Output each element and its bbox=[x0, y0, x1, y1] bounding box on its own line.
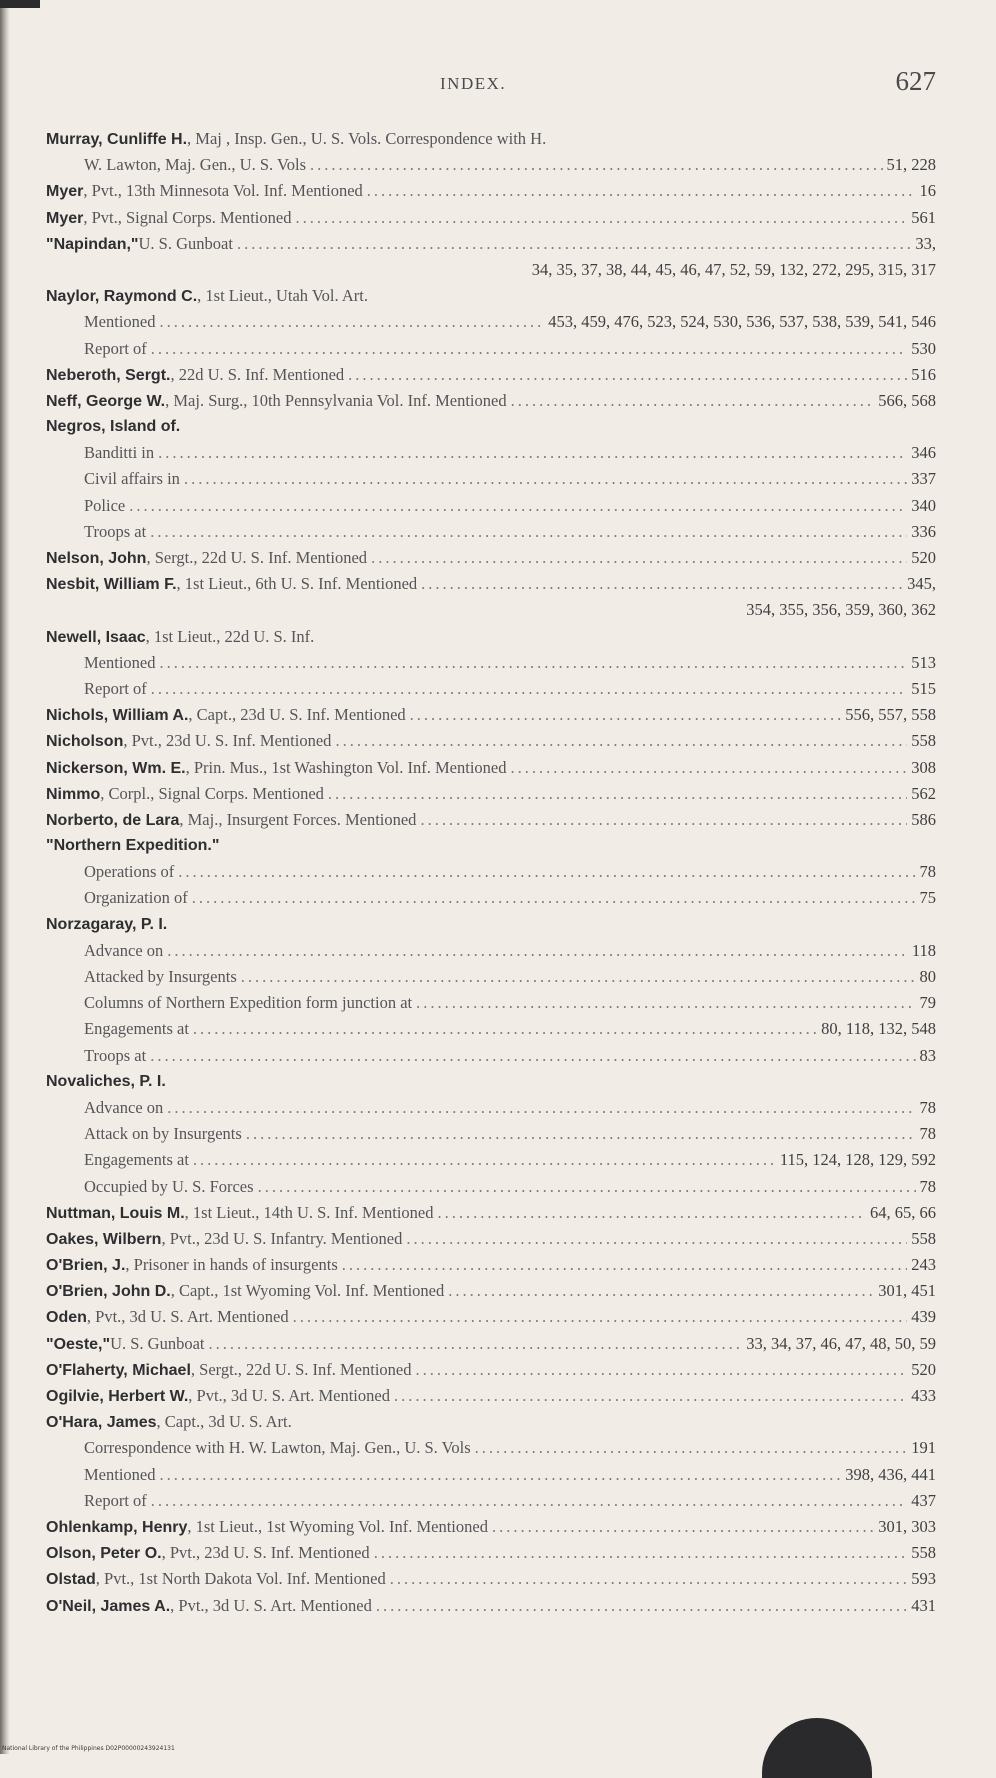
page-references: 431 bbox=[911, 1595, 936, 1615]
entry-description: , Pvt., 1st North Dakota Vol. Inf. Mentioned bbox=[95, 1569, 386, 1589]
page-references: 520 bbox=[911, 548, 936, 567]
dot-leader bbox=[335, 728, 907, 754]
entry-description: , Prin. Mus., 1st Washington Vol. Inf. Mentioned bbox=[185, 757, 507, 777]
page-references: 345, bbox=[907, 574, 936, 594]
dot-leader bbox=[511, 388, 875, 414]
dot-leader bbox=[492, 1514, 874, 1540]
page-references: 34, 35, 37, 38, 44, 45, 46, 47, 52, 59, 132, 272, 295, 315, 317 bbox=[531, 259, 936, 279]
subentry-text: Troops at bbox=[84, 521, 147, 541]
entry-name: Murray, Cunliffe H. bbox=[46, 131, 188, 148]
page-references: 191 bbox=[911, 1438, 936, 1458]
entry-name: Nicholson bbox=[46, 733, 124, 751]
scan-corner-mark bbox=[0, 0, 40, 8]
index-entry bbox=[46, 807, 936, 833]
dot-leader bbox=[158, 440, 907, 466]
index-subentry bbox=[46, 1435, 936, 1461]
index-entry bbox=[46, 126, 936, 152]
index-entry bbox=[46, 231, 936, 257]
entry-description: , Capt., 1st Wyoming Vol. Inf. Mentioned bbox=[170, 1281, 445, 1301]
dot-leader bbox=[241, 964, 916, 990]
index-entry bbox=[46, 624, 936, 650]
index-subentry bbox=[46, 964, 936, 990]
index-continuation bbox=[46, 257, 936, 283]
index-entry bbox=[46, 702, 936, 728]
index-subentry bbox=[46, 676, 936, 702]
index-entry bbox=[46, 414, 936, 440]
entry-name: Myer bbox=[46, 209, 84, 227]
entry-name: "Napindan," bbox=[46, 235, 139, 253]
dot-leader bbox=[348, 362, 907, 388]
page-number: 627 bbox=[895, 66, 936, 96]
page-references: 75 bbox=[919, 888, 936, 908]
entry-name: "Northern Expedition." bbox=[46, 837, 220, 855]
subentry-text: Civil affairs in bbox=[84, 469, 180, 489]
dot-leader bbox=[150, 519, 907, 545]
dot-leader bbox=[511, 755, 908, 781]
dot-leader bbox=[367, 178, 916, 204]
dot-leader bbox=[246, 1121, 916, 1147]
index-subentry bbox=[46, 859, 936, 885]
dot-leader bbox=[151, 1488, 907, 1514]
dot-leader bbox=[160, 1462, 842, 1488]
subentry-text: Banditti in bbox=[84, 443, 155, 463]
page-references: 586 bbox=[911, 809, 936, 829]
dot-leader bbox=[438, 1200, 866, 1226]
subentry-text: Operations of bbox=[84, 862, 175, 882]
dot-leader bbox=[151, 336, 907, 362]
page-references: 433 bbox=[911, 1386, 936, 1405]
dot-leader bbox=[420, 807, 907, 833]
subentry-text: Mentioned bbox=[84, 652, 156, 672]
subentry-text: Occupied by U. S. Forces bbox=[84, 1176, 254, 1196]
subentry-text: Engagements at bbox=[84, 1150, 189, 1170]
page-references: 516 bbox=[911, 364, 936, 384]
index-subentry bbox=[46, 650, 936, 676]
subentry-text: Advance on bbox=[84, 1097, 164, 1117]
dot-leader bbox=[167, 938, 908, 964]
page-references: 346 bbox=[911, 443, 936, 463]
subentry-text: Correspondence with H. W. Lawton, Maj. Gen., U. S. Vols bbox=[84, 1438, 471, 1458]
entry-name: O'Neil, James A. bbox=[46, 1597, 171, 1615]
dot-leader bbox=[416, 1357, 908, 1383]
dot-leader bbox=[374, 1540, 908, 1566]
index-entry bbox=[46, 1252, 936, 1278]
index-entry bbox=[46, 728, 936, 754]
index-subentry bbox=[46, 1043, 936, 1069]
entry-description: U. S. Gunboat bbox=[110, 1333, 205, 1353]
index-entry bbox=[46, 1226, 936, 1252]
index-subentry bbox=[46, 336, 936, 362]
subentry-text: Advance on bbox=[84, 940, 164, 960]
index-entry bbox=[46, 1383, 936, 1409]
index-subentry bbox=[46, 519, 936, 545]
subentry-text: Report of bbox=[84, 338, 147, 358]
index-subentry bbox=[46, 885, 936, 911]
continuation-text: W. Lawton, Maj. Gen., U. S. Vols bbox=[84, 155, 306, 175]
entry-description: , 1st Lieut., 14th U. S. Inf. Mentioned bbox=[184, 1202, 434, 1222]
page-references: 530 bbox=[911, 338, 936, 358]
page-references: 78 bbox=[919, 1097, 936, 1117]
dot-leader bbox=[376, 1593, 907, 1619]
index-entry bbox=[46, 1357, 936, 1383]
entry-name: Norzagaray, P. I. bbox=[46, 915, 168, 933]
subentry-text: Police bbox=[84, 495, 126, 515]
entry-name: Neberoth, Sergt. bbox=[46, 366, 171, 384]
page-references: 79 bbox=[919, 993, 936, 1013]
index-entry bbox=[46, 545, 936, 571]
entry-name: Olstad bbox=[46, 1571, 96, 1589]
page-references: 33, bbox=[915, 233, 936, 253]
entry-name: O'Brien, J. bbox=[46, 1257, 126, 1275]
index-entry bbox=[46, 1593, 936, 1619]
dot-leader bbox=[371, 545, 907, 571]
dot-leader bbox=[416, 990, 915, 1016]
page-references: 439 bbox=[911, 1307, 936, 1327]
entry-description: , 1st Lieut., 6th U. S. Inf. Mentioned bbox=[176, 574, 418, 594]
page-references: 558 bbox=[911, 731, 936, 751]
index-entry bbox=[46, 755, 936, 781]
entry-description: , Capt., 3d U. S. Art. bbox=[156, 1412, 292, 1432]
page-edge-shadow bbox=[0, 0, 10, 1754]
footer-credit: National Library of the Philippines D02P00000243924131 bbox=[2, 1745, 175, 1752]
dot-leader bbox=[293, 1304, 908, 1330]
dot-leader bbox=[295, 205, 907, 231]
page-references: 561 bbox=[911, 207, 936, 227]
index-entry bbox=[46, 1278, 936, 1304]
entry-name: Nuttman, Louis M. bbox=[46, 1204, 185, 1222]
index-subentry bbox=[46, 309, 936, 335]
entry-name: Myer bbox=[46, 183, 84, 201]
entry-name: Newell, Isaac bbox=[46, 628, 146, 646]
page-references: 33, 34, 37, 46, 47, 48, 50, 59 bbox=[746, 1333, 936, 1353]
index-entry bbox=[46, 781, 936, 807]
page-references: 78 bbox=[919, 1124, 936, 1144]
subentry-text: Report of bbox=[84, 678, 147, 698]
index-entry bbox=[46, 1514, 936, 1540]
entry-name: Oakes, Wilbern bbox=[46, 1230, 162, 1248]
entry-description: , Corpl., Signal Corps. Mentioned bbox=[100, 783, 324, 803]
index-entry bbox=[46, 205, 936, 231]
index-subentry bbox=[46, 1462, 936, 1488]
index-continuation bbox=[46, 152, 936, 178]
page-references: 78 bbox=[919, 1176, 936, 1196]
entry-name: Olson, Peter O. bbox=[46, 1545, 162, 1563]
entry-name: "Oeste," bbox=[46, 1335, 111, 1353]
dot-leader bbox=[209, 1331, 743, 1357]
page-references: 243 bbox=[911, 1255, 936, 1275]
index-subentry bbox=[46, 1095, 936, 1121]
index-entry bbox=[46, 1540, 936, 1566]
index-continuation bbox=[46, 597, 936, 623]
dot-leader bbox=[151, 676, 907, 702]
entry-description: , Pvt., 23d U. S. Inf. Mentioned bbox=[123, 731, 332, 751]
entry-description: , Prisoner in hands of insurgents bbox=[125, 1255, 338, 1275]
page-references: 83 bbox=[919, 1045, 936, 1065]
page-references: 520 bbox=[911, 1359, 936, 1379]
page-references: 558 bbox=[911, 1543, 936, 1563]
page-references: 78 bbox=[919, 862, 936, 882]
index-entry bbox=[46, 1069, 936, 1095]
page-references: 308 bbox=[911, 757, 936, 777]
entry-name: Nimmo bbox=[46, 785, 101, 803]
page-references: 398, 436, 441 bbox=[845, 1464, 936, 1484]
entry-name: Nelson, John bbox=[46, 550, 147, 567]
page-references: 80, 118, 132, 548 bbox=[821, 1019, 936, 1039]
subentry-text: Columns of Northern Expedition form junction at bbox=[84, 993, 413, 1013]
page-references: 558 bbox=[911, 1228, 936, 1248]
index-entry bbox=[46, 912, 936, 938]
entry-description: , Pvt., 13th Minnesota Vol. Inf. Mentioned bbox=[83, 181, 363, 201]
dot-leader bbox=[160, 650, 908, 676]
page-references: 593 bbox=[911, 1569, 936, 1589]
entry-description: , Maj., Insurgent Forces. Mentioned bbox=[179, 809, 417, 829]
dot-leader bbox=[167, 1095, 915, 1121]
dot-leader bbox=[160, 309, 545, 335]
entry-name: O'Flaherty, Michael bbox=[46, 1361, 191, 1379]
page-references: 51, 228 bbox=[886, 155, 936, 175]
page-references: 515 bbox=[911, 678, 936, 698]
page-references: 80 bbox=[919, 967, 936, 986]
entry-description: , Pvt., 23d U. S. Inf. Mentioned bbox=[161, 1543, 370, 1563]
index-entry bbox=[46, 1200, 936, 1226]
index-entry bbox=[46, 1304, 936, 1330]
scan-thumb-shadow bbox=[762, 1718, 872, 1778]
subentry-text: Attack on by Insurgents bbox=[84, 1124, 242, 1144]
index-subentry bbox=[46, 493, 936, 519]
subentry-text: Report of bbox=[84, 1490, 147, 1510]
dot-leader bbox=[192, 885, 916, 911]
header-title: INDEX. bbox=[440, 74, 507, 93]
index-subentry bbox=[46, 440, 936, 466]
dot-leader bbox=[342, 1252, 908, 1278]
entry-name: Naylor, Raymond C. bbox=[46, 288, 198, 306]
index-subentry bbox=[46, 1121, 936, 1147]
index-subentry bbox=[46, 1016, 936, 1042]
page-references: 115, 124, 128, 129, 592 bbox=[779, 1150, 936, 1170]
dot-leader bbox=[448, 1278, 874, 1304]
page-references: 556, 557, 558 bbox=[845, 705, 936, 725]
dot-leader bbox=[421, 571, 903, 597]
subentry-text: Troops at bbox=[84, 1045, 147, 1065]
subentry-text: Organization of bbox=[84, 888, 188, 908]
page-references: 118 bbox=[911, 940, 936, 960]
entry-description: , Sergt., 22d U. S. Inf. Mentioned bbox=[146, 548, 368, 567]
dot-leader bbox=[237, 231, 911, 257]
dot-leader bbox=[394, 1383, 907, 1409]
entry-description: , Pvt., 3d U. S. Art. Mentioned bbox=[188, 1386, 390, 1405]
index-entry bbox=[46, 388, 936, 414]
page-references: 301, 303 bbox=[878, 1516, 936, 1536]
entry-description: , Pvt., Signal Corps. Mentioned bbox=[83, 207, 292, 227]
subentry-text: Attacked by Insurgents bbox=[84, 967, 237, 986]
index-entry bbox=[46, 1331, 936, 1357]
entry-name: Ogilvie, Herbert W. bbox=[46, 1388, 189, 1405]
dot-leader bbox=[475, 1435, 908, 1461]
entry-description: , 1st Lieut., 22d U. S. Inf. bbox=[145, 626, 315, 646]
entry-description: , Sergt., 22d U. S. Inf. Mentioned bbox=[190, 1359, 412, 1379]
page-references: 64, 65, 66 bbox=[870, 1202, 936, 1222]
dot-leader bbox=[328, 781, 907, 807]
subentry-text: Mentioned bbox=[84, 1464, 156, 1484]
subentry-text: Engagements at bbox=[84, 1019, 189, 1039]
entry-description: , 1st Lieut., Utah Vol. Art. bbox=[197, 286, 368, 306]
index-entry bbox=[46, 283, 936, 309]
index-subentry bbox=[46, 1147, 936, 1173]
entry-name: Nickerson, Wm. E. bbox=[46, 759, 186, 777]
index-entry bbox=[46, 833, 936, 859]
dot-leader bbox=[258, 1174, 916, 1200]
page-references: 513 bbox=[911, 652, 936, 672]
index-subentry bbox=[46, 1488, 936, 1514]
page-references: 301, 451 bbox=[878, 1281, 936, 1301]
entry-description: , Maj , Insp. Gen., U. S. Vols. Correspondence with H. bbox=[187, 129, 547, 148]
entry-name: Norberto, de Lara bbox=[46, 811, 180, 829]
dot-leader bbox=[193, 1016, 817, 1042]
page-header bbox=[440, 66, 940, 106]
dot-leader bbox=[310, 152, 883, 178]
index-entry bbox=[46, 178, 936, 204]
entry-description: , Maj. Surg., 10th Pennsylvania Vol. Inf. Mentioned bbox=[165, 390, 507, 410]
dot-leader bbox=[390, 1566, 907, 1592]
page-references: 340 bbox=[911, 495, 936, 515]
index-subentry bbox=[46, 938, 936, 964]
page-references: 16 bbox=[919, 181, 936, 201]
page-references: 453, 459, 476, 523, 524, 530, 536, 537, 538, 539, 541, 546 bbox=[548, 312, 936, 332]
index-entry bbox=[46, 1566, 936, 1592]
entry-name: Neff, George W. bbox=[46, 392, 166, 410]
dot-leader bbox=[178, 859, 915, 885]
entry-description: , Capt., 23d U. S. Inf. Mentioned bbox=[188, 705, 406, 725]
entry-name: Nesbit, William F. bbox=[46, 576, 177, 594]
subentry-text: Mentioned bbox=[84, 312, 156, 332]
entry-description: U. S. Gunboat bbox=[138, 233, 233, 253]
entry-description: , 1st Lieut., 1st Wyoming Vol. Inf. Mentioned bbox=[187, 1516, 488, 1536]
entry-name: O'Hara, James bbox=[46, 1414, 157, 1432]
page-references: 566, 568 bbox=[878, 390, 936, 410]
entry-name: Oden bbox=[46, 1309, 87, 1327]
dot-leader bbox=[150, 1043, 915, 1069]
index-entry bbox=[46, 362, 936, 388]
dot-leader bbox=[410, 702, 842, 728]
index-list bbox=[46, 126, 936, 1619]
entry-description: , Pvt., 3d U. S. Art. Mentioned bbox=[86, 1307, 289, 1327]
index-entry bbox=[46, 1409, 936, 1435]
index-subentry bbox=[46, 466, 936, 492]
entry-name: Ohlenkamp, Henry bbox=[46, 1518, 188, 1536]
page-references: 337 bbox=[911, 469, 936, 489]
page-references: 354, 355, 356, 359, 360, 362 bbox=[746, 600, 936, 620]
entry-description: , Pvt., 23d U. S. Infantry. Mentioned bbox=[161, 1228, 403, 1248]
page-references: 336 bbox=[911, 521, 936, 541]
entry-name: O'Brien, John D. bbox=[46, 1283, 171, 1301]
page-references: 437 bbox=[911, 1490, 936, 1510]
entry-name: Negros, Island of. bbox=[46, 418, 181, 436]
dot-leader bbox=[184, 466, 907, 492]
dot-leader bbox=[129, 493, 907, 519]
index-subentry bbox=[46, 990, 936, 1016]
dot-leader bbox=[406, 1226, 907, 1252]
entry-description: , Pvt., 3d U. S. Art. Mentioned bbox=[170, 1595, 372, 1615]
index-entry bbox=[46, 571, 936, 597]
page-references: 562 bbox=[911, 783, 936, 803]
entry-name: Nichols, William A. bbox=[46, 707, 189, 725]
entry-description: , 22d U. S. Inf. Mentioned bbox=[170, 364, 345, 384]
dot-leader bbox=[193, 1147, 776, 1173]
entry-name: Novaliches, P. I. bbox=[46, 1072, 166, 1090]
index-subentry bbox=[46, 1174, 936, 1200]
